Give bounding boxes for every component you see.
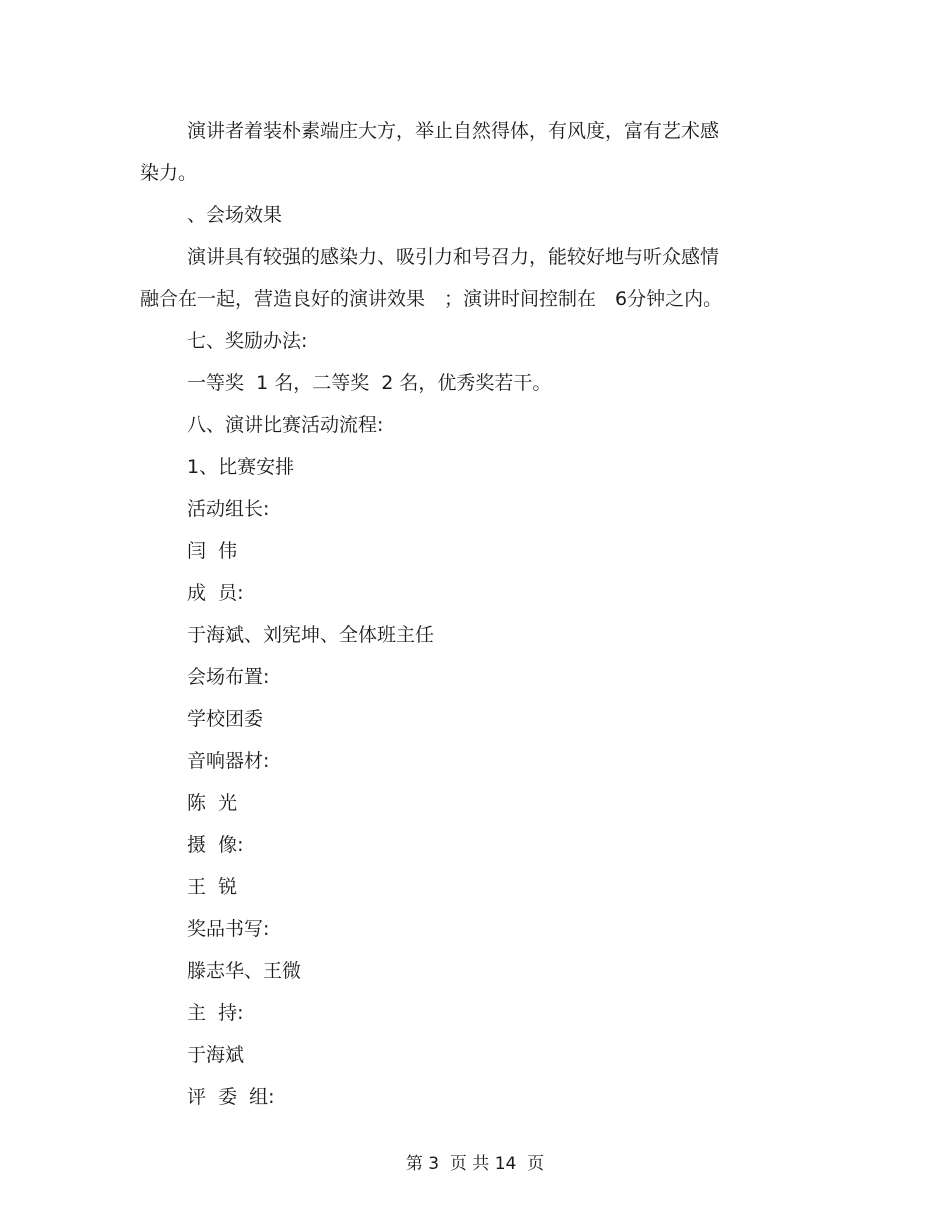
role-value: 滕志华、王微 xyxy=(187,960,302,982)
section-heading: 、会场效果 xyxy=(187,204,283,226)
role-value: 陈 光 xyxy=(187,792,238,814)
document-body xyxy=(140,110,760,1118)
role-label: 评 委 组: xyxy=(187,1086,275,1108)
paragraph-line: 染力。 xyxy=(140,162,198,184)
role-value: 闫 伟 xyxy=(187,540,238,562)
section-heading: 八、演讲比赛活动流程: xyxy=(187,414,384,436)
role-label: 奖品书写: xyxy=(187,918,270,940)
role-value: 王 锐 xyxy=(187,876,238,898)
role-label: 音响器材: xyxy=(187,750,270,772)
paragraph-line: 一等奖 1 名，二等奖 2 名，优秀奖若干。 xyxy=(187,372,552,394)
role-label: 摄 像: xyxy=(187,834,244,856)
role-value: 于海斌、刘宪坤、全体班主任 xyxy=(187,624,435,646)
role-label: 成 员: xyxy=(187,582,244,604)
subsection-heading: 1、比赛安排 xyxy=(187,456,295,478)
role-label: 会场布置: xyxy=(187,666,270,688)
role-label: 活动组长: xyxy=(187,498,270,520)
role-value: 学校团委 xyxy=(187,708,264,730)
page-number-footer: 第 3 页 共 14 页 xyxy=(405,1154,545,1174)
paragraph-line: 融合在一起，营造良好的演讲效果 ；演讲时间控制在 6分钟之内。 xyxy=(140,288,723,310)
paragraph-line: 演讲者着装朴素端庄大方，举止自然得体，有风度，富有艺术感 xyxy=(187,120,720,142)
section-heading: 七、奖励办法: xyxy=(187,330,308,352)
role-value: 于海斌 xyxy=(187,1044,245,1066)
paragraph-line: 演讲具有较强的感染力、吸引力和号召力，能较好地与听众感情 xyxy=(187,246,720,268)
role-label: 主 持: xyxy=(187,1002,244,1024)
